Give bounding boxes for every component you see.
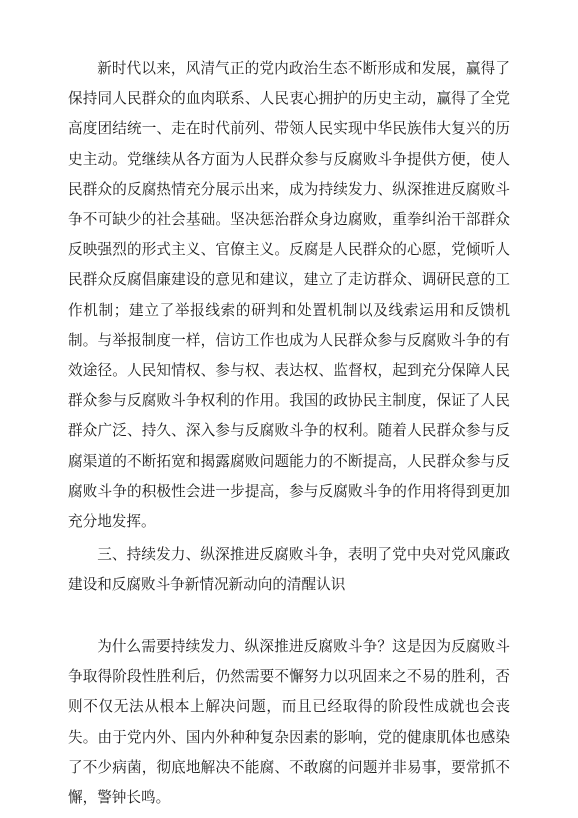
section-heading: 三、持续发力、纵深推进反腐败斗争，表明了党中央对党风廉政建设和反腐败斗争新情况新动向的清醒认识 [68,546,510,594]
body-paragraph: 为什么需要持续发力、纵深推进反腐败斗争？这是因为反腐败斗争取得阶段性胜利后，仍然需要不懈努力以巩固来之不易的胜利，否则不仅无法从根本上解决问题，而且已经取得的阶段性成就也会丧失。由于党内外、国内外种种复杂因素的影响，党的健康肌体也感染了不少病菌，彻底地解决不能腐、不敢腐的问题并非易事，要常抓不懈，警钟长鸣。 [68,638,510,807]
body-paragraph: 新时代以来，风清气正的党内政治生态不断形成和发展，赢得了保持同人民群众的血肉联系、人民衷心拥护的历史主动，赢得了全党高度团结统一、走在时代前列、带领人民实现中华民族伟大复兴的历史主动。党继续从各方面为人民群众参与反腐败斗争提供方便，使人民群众的反腐热情充分展示出来，成为持续发力、纵深推进反腐败斗争不可缺少的社会基础。坚决惩治群众身边腐败，重拳纠治干部群众反映强烈的形式主义、官僚主义。反腐是人民群众的心愿，党倾听人民群众反腐倡廉建设的意见和建议，建立了走访群众、调研民意的工作机制；建立了举报线索的研判和处置机制以及线索运用和反馈机制。与举报制度一样，信访工作也成为人民群众参与反腐败斗争的有效途径。人民知情权、参与权、表达权、监督权，起到充分保障人民群众参与反腐败斗争权利的作用。我国的政协民主制度，保证了人民群众广泛、持久、深入参与反腐败斗争的权利。随着人民群众参与反腐渠道的不断拓宽和揭露腐败问题能力的不断提高，人民群众参与反腐败斗争的积极性会进一步提高，参与反腐败斗争的作用将得到更加充分地发挥。 [68,60,510,531]
